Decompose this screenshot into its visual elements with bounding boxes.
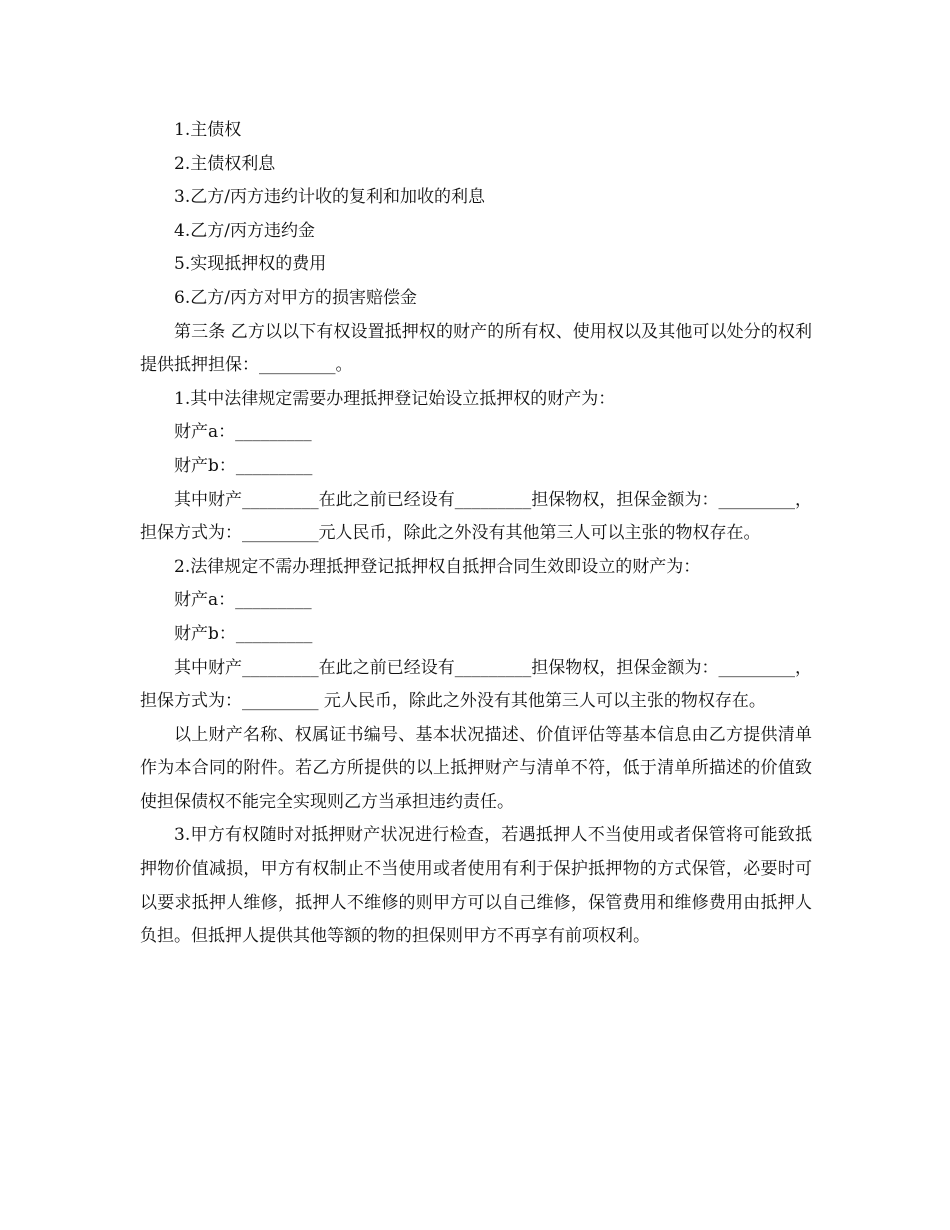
existing-security-paragraph-2: 其中财产_________在此之前已经设有_________担保物权，担保金额为：_________，担保方式为：_________ 元人民币，除此之外没有其他第三人可以主张的物权存在。 <box>140 657 812 712</box>
clause-registration-required: 1.其中法律规定需要办理抵押登记始设立抵押权的财产为： <box>174 388 616 409</box>
clause-no-registration: 2.法律规定不需办理抵押登记抵押权自抵押合同生效即设立的财产为： <box>174 556 701 577</box>
list-item-penalty: 4.乙方/丙方违约金 <box>174 220 315 241</box>
list-item-main-claim: 1.主债权 <box>174 120 242 140</box>
list-item-damages: 6.乙方/丙方对甲方的损害赔偿金 <box>174 287 417 308</box>
list-item-enforcement-cost: 5.实现抵押权的费用 <box>174 254 327 275</box>
document-body <box>140 114 812 954</box>
property-a-line-2: 财产a：_________ <box>174 590 312 611</box>
list-item-main-claim-interest: 2.主债权利息 <box>174 153 276 174</box>
existing-security-paragraph: 其中财产_________在此之前已经设有_________担保物权，担保金额为：_________，担保方式为：_________元人民币，除此之外没有其他第三人可以主张的物权存在。 <box>140 489 812 544</box>
article-three: 第三条 乙方以以下有权设置抵押权的财产的所有权、使用权以及其他可以处分的权利提供抵押担保：_________。 <box>140 321 812 376</box>
property-list-annex-paragraph: 以上财产名称、权属证书编号、基本状况描述、价值评估等基本信息由乙方提供清单作为本合同的附件。若乙方所提供的以上抵押财产与清单不符，低于清单所描述的价值致使担保债权不能完全实现则乙方当承担违约责任。 <box>140 724 812 812</box>
property-b-line-2: 财产b：_________ <box>174 623 313 644</box>
inspection-rights-paragraph: 3.甲方有权随时对抵押财产状况进行检查，若遇抵押人不当使用或者保管将可能致抵押物价值减损，甲方有权制止不当使用或者使用有利于保护抵押物的方式保管，必要时可以要求抵押人维修，抵押人不维修的则甲方可以自己维修，保管费用和维修费用由抵押人负担。但抵押人提供其他等额的物的担保则甲方不再享有前项权利。 <box>140 825 812 947</box>
list-item-compound-interest: 3.乙方/丙方违约计收的复利和加收的利息 <box>174 187 485 208</box>
property-b-line: 财产b：_________ <box>174 455 313 476</box>
property-a-line: 财产a：_________ <box>174 422 312 443</box>
